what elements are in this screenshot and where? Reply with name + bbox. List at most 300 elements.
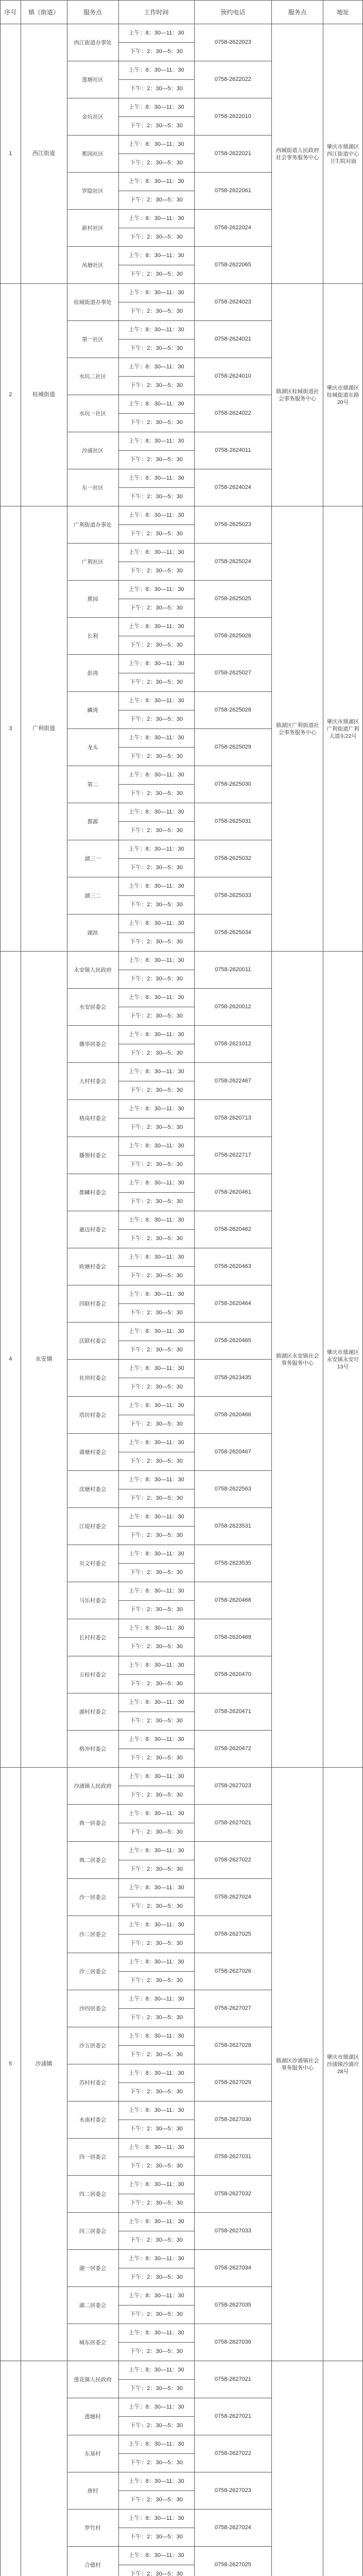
booking-phone: 0758-2627030 bbox=[194, 2102, 271, 2139]
site-name: 莲花镇人民政府 bbox=[67, 2361, 118, 2398]
work-time-am: 上午：8：30—11：30 bbox=[118, 2472, 194, 2491]
work-time-am: 上午：8：30—11：30 bbox=[118, 2027, 194, 2046]
work-time-pm: 下午：2：30—5：30 bbox=[118, 1823, 194, 1842]
work-time-am: 上午：8：30—11：30 bbox=[118, 2064, 194, 2083]
work-time-am: 上午：8：30—11：30 bbox=[118, 210, 194, 228]
booking-phone: 0758-2620461 bbox=[194, 1174, 271, 1211]
work-time-pm: 下午：2：30—5：30 bbox=[118, 1156, 194, 1174]
work-time-pm: 下午：2：30—5：30 bbox=[118, 1489, 194, 1508]
work-time-pm: 下午：2：30—5：30 bbox=[118, 1564, 194, 1582]
work-time-pm: 下午：2：30—5：30 bbox=[118, 2046, 194, 2064]
work-time-am: 上午：8：30—11：30 bbox=[118, 2324, 194, 2343]
work-time-pm: 下午：2：30—5：30 bbox=[118, 1749, 194, 1768]
booking-phone: 0758-2620713 bbox=[194, 1100, 271, 1137]
service-address: 肇庆市鼎湖区西江街道中心卫生院对面 bbox=[323, 24, 363, 284]
site-name: 城东居委会 bbox=[67, 2324, 118, 2361]
work-time-am: 上午：8：30—11：30 bbox=[118, 1434, 194, 1452]
town-number bbox=[1, 2361, 21, 2576]
work-time-am: 上午：8：30—11：30 bbox=[118, 358, 194, 377]
site-name: 格岗村委会 bbox=[67, 1100, 118, 1137]
booking-phone: 0758-2625031 bbox=[194, 803, 271, 840]
site-name: 莲塘村 bbox=[67, 2398, 118, 2435]
town-number: 2 bbox=[1, 284, 21, 506]
work-time-pm: 下午：2：30—5：30 bbox=[118, 933, 194, 952]
site-name: 四二居委会 bbox=[67, 2176, 118, 2213]
work-time-am: 上午：8：30—11：30 bbox=[118, 1397, 194, 1415]
work-time-pm: 下午：2：30—5：30 bbox=[118, 80, 194, 98]
booking-phone: 0758-2622024 bbox=[194, 210, 271, 247]
work-time-pm: 下午：2：30—5：30 bbox=[118, 525, 194, 544]
work-time-am: 上午：8：30—11：30 bbox=[118, 1545, 194, 1564]
booking-phone: 0758-2625029 bbox=[194, 729, 271, 766]
booking-phone: 0758-2622010 bbox=[194, 98, 271, 135]
work-time-am: 上午：8：30—11：30 bbox=[118, 2547, 194, 2565]
site-name: 永安镇人民政府 bbox=[67, 952, 118, 989]
table-row bbox=[1, 24, 363, 43]
booking-phone: 0758-2625032 bbox=[194, 840, 271, 877]
work-time-pm: 下午：2：30—5：30 bbox=[118, 377, 194, 395]
work-time-am: 上午：8：30—11：30 bbox=[118, 61, 194, 80]
header-address: 地址 bbox=[323, 1, 363, 24]
site-name: 沃联村委会 bbox=[67, 1323, 118, 1360]
town-number: 1 bbox=[1, 24, 21, 284]
site-name: 沙浦镇人民政府 bbox=[67, 1768, 118, 1805]
booking-phone: 0758-2627033 bbox=[194, 2213, 271, 2250]
header-site: 服务点 bbox=[67, 1, 118, 24]
booking-phone: 0758-2625030 bbox=[194, 766, 271, 803]
booking-phone: 0758-2627021 bbox=[194, 2398, 271, 2435]
service-location: 鼎湖区永安镇社会事务服务中心 bbox=[272, 952, 323, 1768]
header-row bbox=[1, 1, 363, 24]
work-time-am: 上午：8：30—11：30 bbox=[118, 2139, 194, 2157]
booking-phone: 0758-2620011 bbox=[194, 952, 271, 989]
work-time-pm: 下午：2：30—5：30 bbox=[118, 2009, 194, 2027]
town-number: 5 bbox=[1, 1768, 21, 2361]
booking-phone: 0758-2621012 bbox=[194, 1026, 271, 1063]
booking-phone: 0758-2622717 bbox=[194, 1137, 271, 1174]
work-time-am: 上午：8：30—11：30 bbox=[118, 1990, 194, 2009]
site-name: 湖滨 bbox=[67, 914, 118, 952]
work-time-am: 上午：8：30—11：30 bbox=[118, 395, 194, 414]
table-row bbox=[1, 284, 363, 302]
work-time-am: 上午：8：30—11：30 bbox=[118, 655, 194, 673]
work-time-am: 上午：8：30—11：30 bbox=[118, 1768, 194, 1786]
work-time-pm: 下午：2：30—5：30 bbox=[118, 1415, 194, 1434]
work-time-am: 上午：8：30—11：30 bbox=[118, 766, 194, 785]
site-name: 沙三居委会 bbox=[67, 1953, 118, 1990]
booking-phone: 0758-2624011 bbox=[194, 432, 271, 469]
site-name: 广利社区 bbox=[67, 544, 118, 581]
header-town: 镇（街道） bbox=[21, 1, 67, 24]
booking-phone: 0758-2627021 bbox=[194, 2361, 271, 2398]
site-name: 播华居委会 bbox=[67, 1026, 118, 1063]
booking-phone: 0758-2624024 bbox=[194, 469, 271, 506]
work-time-am: 上午：8：30—11：30 bbox=[118, 692, 194, 710]
work-time-pm: 下午：2：30—5：30 bbox=[118, 2157, 194, 2176]
work-time-am: 上午：8：30—11：30 bbox=[118, 1026, 194, 1044]
booking-phone: 0758-2623435 bbox=[194, 1360, 271, 1397]
work-time-pm: 下午：2：30—5：30 bbox=[118, 451, 194, 469]
site-name: 合德村 bbox=[67, 2547, 118, 2576]
booking-phone: 0758-2622022 bbox=[194, 61, 271, 98]
booking-phone: 0758-2627036 bbox=[194, 2324, 271, 2361]
site-name: 莲塘社区 bbox=[67, 61, 118, 98]
booking-phone: 0758-2627025 bbox=[194, 1916, 271, 1953]
booking-phone: 0758-2627031 bbox=[194, 2139, 271, 2176]
booking-phone: 0758-2624010 bbox=[194, 358, 271, 395]
work-time-pm: 下午：2：30—5：30 bbox=[118, 1601, 194, 1619]
work-time-am: 上午：8：30—11：30 bbox=[118, 952, 194, 970]
work-time-am: 上午：8：30—11：30 bbox=[118, 877, 194, 896]
booking-phone: 0758-2623531 bbox=[194, 1508, 271, 1545]
work-time-pm: 下午：2：30—5：30 bbox=[118, 2417, 194, 2435]
work-time-pm: 下午：2：30—5：30 bbox=[118, 2194, 194, 2213]
site-name: 广利街道办事处 bbox=[67, 506, 118, 544]
work-time-pm: 下午：2：30—5：30 bbox=[118, 1118, 194, 1137]
booking-phone: 0758-2627032 bbox=[194, 2176, 271, 2213]
work-time-pm: 下午：2：30—5：30 bbox=[118, 191, 194, 210]
booking-phone: 0758-2627024 bbox=[194, 2510, 271, 2547]
work-time-am: 上午：8：30—11：30 bbox=[118, 1508, 194, 1527]
work-time-pm: 下午：2：30—5：30 bbox=[118, 970, 194, 989]
site-name: 典二居委会 bbox=[67, 1842, 118, 1879]
booking-phone: 0758-2620465 bbox=[194, 1323, 271, 1360]
site-name: 水南村委会 bbox=[67, 2102, 118, 2139]
work-time-am: 上午：8：30—11：30 bbox=[118, 284, 194, 302]
booking-phone: 0758-2622563 bbox=[194, 1471, 271, 1508]
work-time-am: 上午：8：30—11：30 bbox=[118, 1174, 194, 1193]
site-name: 欧塘村委会 bbox=[67, 1248, 118, 1285]
work-time-pm: 下午：2：30—5：30 bbox=[118, 1527, 194, 1545]
work-time-pm: 下午：2：30—5：30 bbox=[118, 562, 194, 581]
work-time-pm: 下午：2：30—5：30 bbox=[118, 1897, 194, 1916]
work-time-pm: 下午：2：30—5：30 bbox=[118, 1007, 194, 1026]
booking-phone: 0758-2625028 bbox=[194, 692, 271, 729]
booking-phone: 0758-2620472 bbox=[194, 1731, 271, 1768]
work-time-am: 上午：8：30—11：30 bbox=[118, 98, 194, 117]
work-time-am: 上午：8：30—11：30 bbox=[118, 729, 194, 748]
booking-phone: 0758-2627023 bbox=[194, 2472, 271, 2510]
work-time-pm: 下午：2：30—5：30 bbox=[118, 340, 194, 358]
site-name: 水安居委会 bbox=[67, 989, 118, 1026]
booking-phone: 0758-2627026 bbox=[194, 1953, 271, 1990]
booking-phone: 0758-2623535 bbox=[194, 1545, 271, 1582]
work-time-pm: 下午：2：30—5：30 bbox=[118, 2268, 194, 2287]
site-name: 典一居委会 bbox=[67, 1805, 118, 1842]
booking-phone: 0758-2627035 bbox=[194, 2287, 271, 2324]
booking-phone: 0758-2620463 bbox=[194, 1248, 271, 1285]
booking-phone: 0758-2622061 bbox=[194, 173, 271, 210]
table-body bbox=[1, 24, 363, 2576]
town-name: 永安镇 bbox=[21, 952, 67, 1768]
work-time-pm: 下午：2：30—5：30 bbox=[118, 1638, 194, 1656]
site-name: 播领村委会 bbox=[67, 1137, 118, 1174]
booking-phone: 0758-2627028 bbox=[194, 2027, 271, 2064]
site-name: 惠迈村委会 bbox=[67, 1211, 118, 1248]
work-time-am: 上午：8：30—11：30 bbox=[118, 1211, 194, 1230]
work-time-am: 上午：8：30—11：30 bbox=[118, 1248, 194, 1267]
site-name: 彭湾 bbox=[67, 655, 118, 692]
work-time-pm: 下午：2：30—5：30 bbox=[118, 896, 194, 914]
service-location: 鼎湖区沙浦镇社会事务服务中心 bbox=[272, 1768, 323, 2361]
booking-phone: 0758-2627025 bbox=[194, 2547, 271, 2576]
work-time-am: 上午：8：30—11：30 bbox=[118, 2510, 194, 2528]
town-number: 3 bbox=[1, 506, 21, 952]
town-name: 广利街道 bbox=[21, 506, 67, 952]
work-time-pm: 下午：2：30—5：30 bbox=[118, 488, 194, 506]
booking-phone: 0758-2620469 bbox=[194, 1619, 271, 1656]
booking-phone: 0758-2625026 bbox=[194, 618, 271, 655]
site-name: 新村社区 bbox=[67, 210, 118, 247]
site-name: 湖三一 bbox=[67, 840, 118, 877]
work-time-pm: 下午：2：30—5：30 bbox=[118, 414, 194, 432]
work-time-pm: 下午：2：30—5：30 bbox=[118, 302, 194, 321]
site-name: 蕉园 bbox=[67, 581, 118, 618]
work-time-am: 上午：8：30—11：30 bbox=[118, 506, 194, 525]
site-name: 贝文村委会 bbox=[67, 1545, 118, 1582]
work-time-pm: 下午：2：30—5：30 bbox=[118, 822, 194, 840]
site-name: 西江街道办事处 bbox=[67, 24, 118, 61]
work-time-am: 上午：8：30—11：30 bbox=[118, 1842, 194, 1860]
booking-phone: 0758-2627034 bbox=[194, 2250, 271, 2287]
work-time-am: 上午：8：30—11：30 bbox=[118, 618, 194, 636]
site-name: 沙一居委会 bbox=[67, 1879, 118, 1916]
site-name: 沈塘村委会 bbox=[67, 1471, 118, 1508]
work-time-am: 上午：8：30—11：30 bbox=[118, 1619, 194, 1638]
work-time-am: 上午：8：30—11：30 bbox=[118, 1656, 194, 1675]
table-row bbox=[1, 1768, 363, 1786]
work-time-pm: 下午：2：30—5：30 bbox=[118, 636, 194, 655]
site-name: 金坑社区 bbox=[67, 98, 118, 135]
site-name: 蒲塘村委会 bbox=[67, 1434, 118, 1471]
site-name: 沙二居委会 bbox=[67, 1916, 118, 1953]
work-time-am: 上午：8：30—11：30 bbox=[118, 2176, 194, 2194]
work-time-am: 上午：8：30—11：30 bbox=[118, 1805, 194, 1823]
town-name: 沙浦镇 bbox=[21, 1768, 67, 2361]
work-time-pm: 下午：2：30—5：30 bbox=[118, 2565, 194, 2576]
site-name: 都源 bbox=[67, 803, 118, 840]
booking-phone: 0758-2620470 bbox=[194, 1656, 271, 1693]
booking-phone: 0758-2627022 bbox=[194, 1842, 271, 1879]
booking-phone: 0758-2620466 bbox=[194, 1397, 271, 1434]
booking-phone: 0758-2624022 bbox=[194, 395, 271, 432]
service-location: 鼎湖区广利街道社会事务服务中心 bbox=[272, 506, 323, 952]
work-time-pm: 下午：2：30—5：30 bbox=[118, 1860, 194, 1879]
booking-phone: 0758-2620012 bbox=[194, 989, 271, 1026]
work-time-pm: 下午：2：30—5：30 bbox=[118, 1304, 194, 1323]
site-name: 凤塘社区 bbox=[67, 247, 118, 284]
work-time-am: 上午：8：30—11：30 bbox=[118, 2398, 194, 2417]
work-time-pm: 下午：2：30—5：30 bbox=[118, 1193, 194, 1211]
booking-phone: 0758-2627027 bbox=[194, 1990, 271, 2027]
work-time-pm: 下午：2：30—5：30 bbox=[118, 2491, 194, 2510]
site-name: 东一社区 bbox=[67, 469, 118, 506]
work-time-pm: 下午：2：30—5：30 bbox=[118, 1378, 194, 1397]
service-location bbox=[272, 2361, 323, 2576]
site-name: 沙四居委会 bbox=[67, 1990, 118, 2027]
site-name: 四三居委会 bbox=[67, 2213, 118, 2250]
site-name: 社坝村委会 bbox=[67, 1360, 118, 1397]
site-name: 湖三二 bbox=[67, 877, 118, 914]
service-location: 鼎湖区桂城街道社会事务服务中心 bbox=[272, 284, 323, 506]
site-name: 马乐村委会 bbox=[67, 1582, 118, 1619]
work-time-pm: 下午：2：30—5：30 bbox=[118, 2306, 194, 2324]
work-time-am: 上午：8：30—11：30 bbox=[118, 2250, 194, 2268]
site-name: 水坑一社区 bbox=[67, 395, 118, 432]
work-time-am: 上午：8：30—11：30 bbox=[118, 173, 194, 191]
work-time-pm: 下午：2：30—5：30 bbox=[118, 859, 194, 877]
table-row bbox=[1, 952, 363, 970]
work-time-pm: 下午：2：30—5：30 bbox=[118, 2343, 194, 2361]
work-time-pm: 下午：2：30—5：30 bbox=[118, 117, 194, 135]
work-time-am: 上午：8：30—11：30 bbox=[118, 840, 194, 859]
site-name: 湖一居委会 bbox=[67, 2250, 118, 2287]
work-time-am: 上午：8：30—11：30 bbox=[118, 1100, 194, 1118]
work-time-am: 上午：8：30—11：30 bbox=[118, 1582, 194, 1601]
site-name: 湖二居委会 bbox=[67, 2287, 118, 2324]
work-time-am: 上午：8：30—11：30 bbox=[118, 1471, 194, 1489]
site-name: 大村村委会 bbox=[67, 1063, 118, 1100]
site-name: 龙头 bbox=[67, 729, 118, 766]
site-name: 江堤村委会 bbox=[67, 1508, 118, 1545]
work-time-am: 上午：8：30—11：30 bbox=[118, 1323, 194, 1341]
booking-phone: 0758-2620471 bbox=[194, 1693, 271, 1731]
work-time-am: 上午：8：30—11：30 bbox=[118, 247, 194, 265]
booking-phone: 0758-2625023 bbox=[194, 506, 271, 544]
site-name: 第二 bbox=[67, 766, 118, 803]
booking-phone: 0758-2627021 bbox=[194, 1805, 271, 1842]
town-name: 西江街道 bbox=[21, 24, 67, 284]
work-time-am: 上午：8：30—11：30 bbox=[118, 914, 194, 933]
work-time-am: 上午：8：30—11：30 bbox=[118, 544, 194, 562]
service-address bbox=[323, 2361, 363, 2576]
work-time-am: 上午：8：30—11：30 bbox=[118, 1916, 194, 1935]
site-name: 水坑二社区 bbox=[67, 358, 118, 395]
site-name: 鳞湾 bbox=[67, 692, 118, 729]
site-name: 都鳞村委会 bbox=[67, 1174, 118, 1211]
work-time-am: 上午：8：30—11：30 bbox=[118, 432, 194, 451]
work-time-pm: 下午：2：30—5：30 bbox=[118, 228, 194, 247]
work-time-pm: 下午：2：30—5：30 bbox=[118, 43, 194, 61]
work-time-am: 上午：8：30—11：30 bbox=[118, 1137, 194, 1156]
booking-phone: 0758-2627022 bbox=[194, 2435, 271, 2472]
work-time-am: 上午：8：30—11：30 bbox=[118, 1879, 194, 1897]
site-name: 桂城街道办事处 bbox=[67, 284, 118, 321]
booking-phone: 0758-2625034 bbox=[194, 914, 271, 952]
work-time-pm: 下午：2：30—5：30 bbox=[118, 2528, 194, 2547]
work-time-pm: 下午：2：30—5：30 bbox=[118, 1712, 194, 1731]
work-time-am: 上午：8：30—11：30 bbox=[118, 803, 194, 822]
work-time-am: 上午：8：30—11：30 bbox=[118, 581, 194, 599]
site-name: 四联村委会 bbox=[67, 1285, 118, 1323]
work-time-pm: 下午：2：30—5：30 bbox=[118, 2380, 194, 2398]
work-time-pm: 下午：2：30—5：30 bbox=[118, 265, 194, 284]
work-time-pm: 下午：2：30—5：30 bbox=[118, 1230, 194, 1248]
work-time-pm: 下午：2：30—5：30 bbox=[118, 1935, 194, 1953]
site-name: 长利 bbox=[67, 618, 118, 655]
work-time-am: 上午：8：30—11：30 bbox=[118, 2361, 194, 2380]
site-name: 长村村委会 bbox=[67, 1619, 118, 1656]
work-time-pm: 下午：2：30—5：30 bbox=[118, 748, 194, 766]
header-location: 服务点 bbox=[272, 1, 323, 24]
site-name: 罗隐社区 bbox=[67, 173, 118, 210]
booking-phone: 0758-2622021 bbox=[194, 135, 271, 173]
work-time-am: 上午：8：30—11：30 bbox=[118, 1285, 194, 1304]
work-time-pm: 下午：2：30—5：30 bbox=[118, 154, 194, 173]
work-time-pm: 下午：2：30—5：30 bbox=[118, 1081, 194, 1100]
service-address: 肇庆市鼎湖区沙浦镇沙浦圩28号 bbox=[323, 1768, 363, 2361]
site-name: 东基村 bbox=[67, 2435, 118, 2472]
work-time-pm: 下午：2：30—5：30 bbox=[118, 2231, 194, 2250]
site-name: 苏村村委会 bbox=[67, 2064, 118, 2102]
booking-phone: 0758-2627024 bbox=[194, 1879, 271, 1916]
booking-phone: 0758-2622065 bbox=[194, 247, 271, 284]
work-time-am: 上午：8：30—11：30 bbox=[118, 469, 194, 488]
booking-phone: 0758-2620468 bbox=[194, 1582, 271, 1619]
town-name bbox=[21, 2361, 67, 2576]
booking-phone: 0758-2625033 bbox=[194, 877, 271, 914]
work-time-pm: 下午：2：30—5：30 bbox=[118, 710, 194, 729]
work-time-pm: 下午：2：30—5：30 bbox=[118, 1675, 194, 1693]
work-time-pm: 下午：2：30—5：30 bbox=[118, 673, 194, 692]
work-time-am: 上午：8：30—11：30 bbox=[118, 2213, 194, 2231]
site-name: 四一居委会 bbox=[67, 2139, 118, 2176]
work-time-pm: 下午：2：30—5：30 bbox=[118, 1786, 194, 1805]
town-number: 4 bbox=[1, 952, 21, 1768]
work-time-am: 上午：8：30—11：30 bbox=[118, 2287, 194, 2306]
work-time-am: 上午：8：30—11：30 bbox=[118, 1693, 194, 1712]
booking-phone: 0758-2625025 bbox=[194, 581, 271, 618]
site-name: 蕉园社区 bbox=[67, 135, 118, 173]
work-time-am: 上午：8：30—11：30 bbox=[118, 2102, 194, 2120]
site-name: 唐村 bbox=[67, 2472, 118, 2510]
work-time-pm: 下午：2：30—5：30 bbox=[118, 2454, 194, 2472]
work-time-pm: 下午：2：30—5：30 bbox=[118, 1267, 194, 1285]
site-name: 罗竹村 bbox=[67, 2510, 118, 2547]
work-time-am: 上午：8：30—11：30 bbox=[118, 1953, 194, 1972]
booking-phone: 0758-2620462 bbox=[194, 1211, 271, 1248]
table-row bbox=[1, 506, 363, 525]
site-name: 第一社区 bbox=[67, 321, 118, 358]
header-no: 序号 bbox=[1, 1, 21, 24]
booking-phone: 0758-2625027 bbox=[194, 655, 271, 692]
work-time-pm: 下午：2：30—5：30 bbox=[118, 1044, 194, 1063]
site-name: 湖村村委会 bbox=[67, 1693, 118, 1731]
booking-phone: 0758-2622467 bbox=[194, 1063, 271, 1100]
booking-phone: 0758-2620467 bbox=[194, 1434, 271, 1471]
work-time-am: 上午：8：30—11：30 bbox=[118, 24, 194, 43]
work-time-pm: 下午：2：30—5：30 bbox=[118, 1972, 194, 1990]
table-row bbox=[1, 2361, 363, 2380]
site-name: 沙浦社区 bbox=[67, 432, 118, 469]
work-time-pm: 下午：2：30—5：30 bbox=[118, 2120, 194, 2139]
work-time-pm: 下午：2：30—5：30 bbox=[118, 1452, 194, 1471]
service-location: 西城街道人民政府社会事务服务中心 bbox=[272, 24, 323, 284]
work-time-am: 上午：8：30—11：30 bbox=[118, 321, 194, 340]
service-address: 肇庆市鼎湖区永安镇永安圩13号 bbox=[323, 952, 363, 1768]
booking-phone: 0758-2622023 bbox=[194, 24, 271, 61]
work-time-am: 上午：8：30—11：30 bbox=[118, 989, 194, 1007]
work-time-pm: 下午：2：30—5：30 bbox=[118, 1341, 194, 1360]
booking-phone: 0758-2624021 bbox=[194, 321, 271, 358]
booking-phone: 0758-2627023 bbox=[194, 1768, 271, 1805]
service-address: 肇庆市鼎湖区桂城街道东路20号 bbox=[323, 284, 363, 506]
work-time-am: 上午：8：30—11：30 bbox=[118, 1063, 194, 1081]
site-name: 塔坊村委会 bbox=[67, 1397, 118, 1434]
service-address: 肇庆市鼎湖区广利街道广利大道东22号 bbox=[323, 506, 363, 952]
booking-phone: 0758-2625024 bbox=[194, 544, 271, 581]
site-name: 沙五居委会 bbox=[67, 2027, 118, 2064]
